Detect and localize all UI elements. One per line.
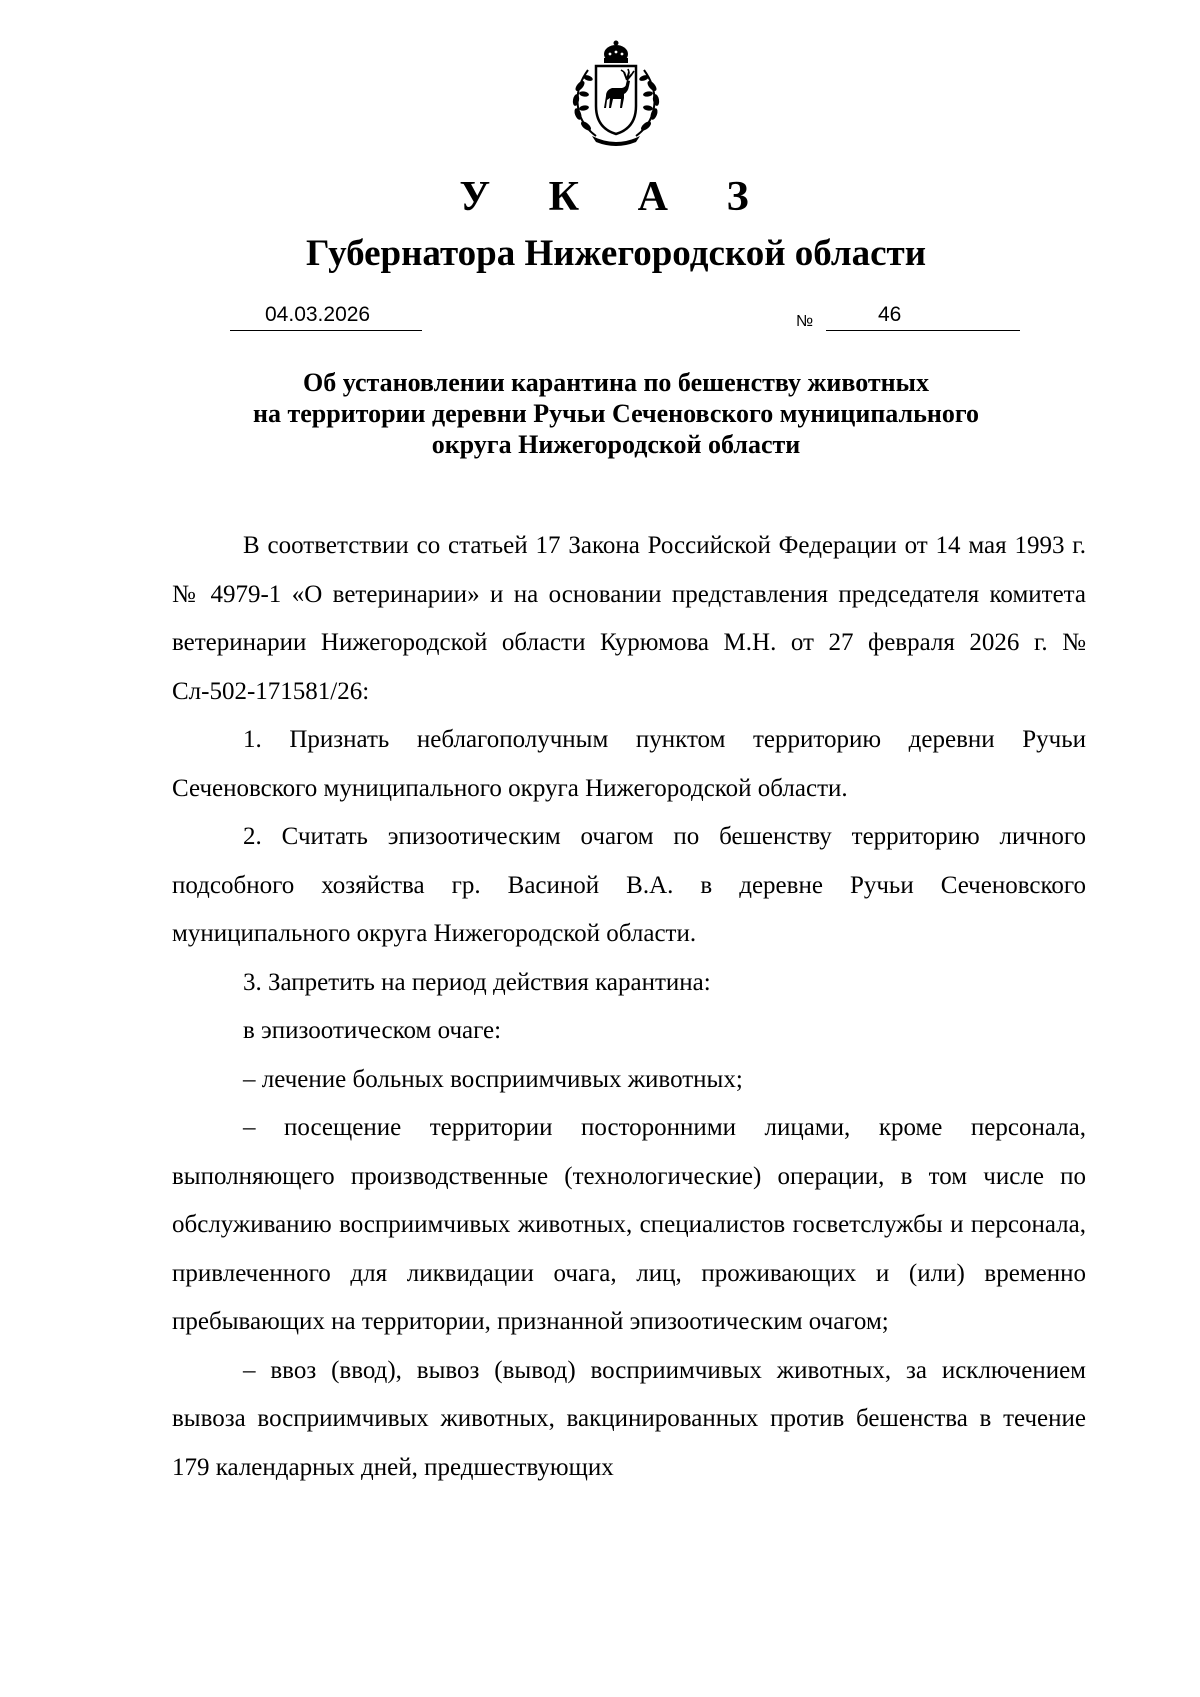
- body-paragraph-bullet-visits: – посещение территории посторонними лицами, кроме персонала, выполняющего производственные (технологические) операции, в том числе по обслуживанию восприимчивых животных, специалистов госветслужбы и персонала, привлеченного для ликвидации очага, лиц, проживающих и (или) временно пребывающих на территории, признанной эпизоотическим очагом;: [172, 1114, 1086, 1335]
- decree-title: У К А З: [459, 174, 773, 220]
- decree-subtitle: Губернатора Нижегородской области: [305, 233, 927, 274]
- body-paragraph-bullet-treatment: – лечение больных восприимчивых животных;: [243, 1065, 743, 1093]
- body-paragraph-item-1: 1. Признать неблагополучным пунктом территорию деревни Ручьи Сеченовского муниципального округа Нижегородской области.: [172, 726, 1086, 802]
- subject-line: Об установлении карантина по бешенству животных: [303, 368, 929, 397]
- coat-of-arms-emblem: [566, 40, 666, 148]
- decree-body: [172, 522, 1086, 1492]
- decree-number-label: №: [796, 313, 814, 330]
- decree-subject: [0, 367, 1200, 460]
- body-paragraph-item-2: 2. Считать эпизоотическим очагом по бешенству территорию личного подсобного хозяйства гр. Васиной В.А. в деревне Ручьи Сеченовского муниципального округа Нижегородской области.: [172, 823, 1086, 947]
- decree-number-field: [826, 303, 1020, 331]
- body-paragraph-bullet-transport: – ввоз (ввод), вывоз (вывод) восприимчивых животных, за исключением вывоза восприимчивых животных, вакцинированных против бешенства в течение 179 календарных дней, предшествующих: [172, 1356, 1086, 1481]
- decree-number: 46: [878, 303, 902, 326]
- body-paragraph-item-3: 3. Запретить на период действия карантина:: [243, 968, 711, 996]
- body-paragraph-preamble: В соответствии со статьей 17 Закона Российской Федерации от 14 мая 1993 г. № 4979-1 «О ветеринарии» и на основании представления председателя комитета ветеринарии Нижегородской области Курюмова М.Н. от 27 февраля 2026 г. № Сл-502-171581/26:: [172, 532, 1086, 705]
- subject-line: округа Нижегородской области: [431, 430, 801, 459]
- decree-date-field: [230, 303, 422, 331]
- decree-date: 04.03.2026: [265, 303, 371, 326]
- body-paragraph-focus-heading: в эпизоотическом очаге:: [243, 1017, 502, 1044]
- subject-line: на территории деревни Ручьи Сеченовского муниципального: [252, 399, 980, 428]
